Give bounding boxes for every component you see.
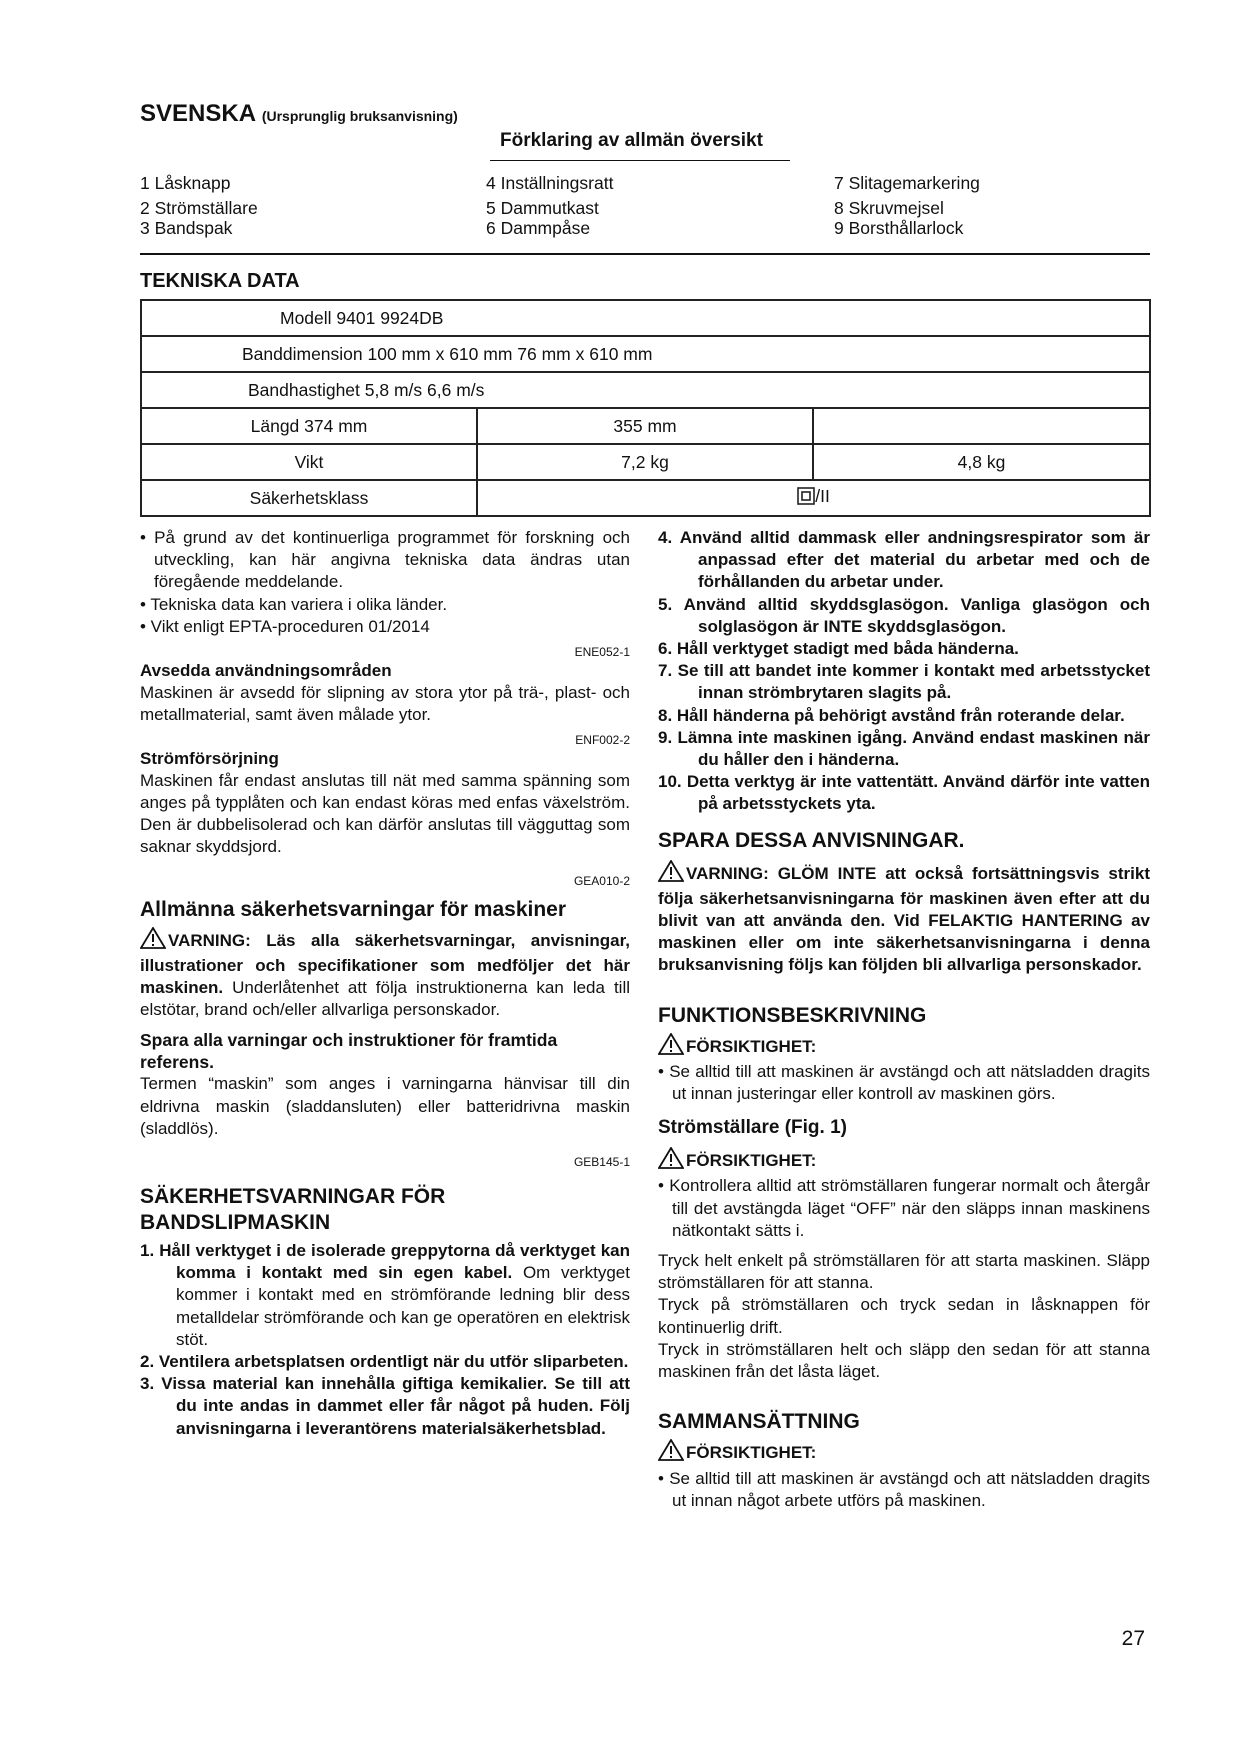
save-heading: SPARA DESSA ANVISNINGAR.	[658, 828, 965, 852]
general-safety-title: Allmänna säkerhetsvarningar för maskiner	[140, 897, 567, 921]
note-item: • Vikt enligt EPTA-proceduren 01/2014	[140, 616, 430, 636]
caution-bullet: • Se alltid till att maskinen är avstängd och att nätsladden dragits ut innan något arbete utförs på maskinen.	[658, 1468, 1150, 1510]
caution-bullet: • Kontrollera alltid att strömställaren fungerar normalt och återgår till det avstängda läget “OFF” när den släpps innan maskinens nätkontakt sätts i.	[658, 1176, 1150, 1240]
switch-paragraph: Tryck helt enkelt på strömställaren för att starta maskinen. Släpp strömställaren för att stanna.	[658, 1251, 1150, 1293]
safety-item: 4. Använd alltid dammask eller andningsrespirator som är anpassad efter det material du arbetar med och de förhållanden du arbetar under.	[658, 528, 1150, 592]
safety-item	[140, 1240, 630, 1351]
caution-text: FÖRSIKTIGHET:	[686, 1443, 817, 1463]
spec-model: Modell 9401 9924DB	[280, 307, 444, 328]
belt-sander-title-2: BANDSLIPMASKIN	[140, 1211, 331, 1235]
save-instructions-title: Spara alla varningar och instruktioner för framtida referens.	[140, 1030, 558, 1073]
spec-cell: Längd 374 mm	[141, 408, 477, 444]
overview-item: 7 Slitagemarkering	[834, 173, 980, 193]
general-warning	[140, 927, 630, 1022]
safety-item-bold: 1. Håll verktyget i de isolerade greppytorna då verktyget kan komma i kontakt med sin egen kabel.	[140, 1241, 630, 1283]
section-code: ENE052-1	[574, 645, 630, 660]
spec-cell	[813, 408, 1150, 444]
overview-underline	[490, 160, 790, 161]
save-warning-text: VARNING: GLÖM INTE att också fortsättningsvis strikt följa säkerhetsanvisningarna för maskinen även efter att du blivit van att använda den. Vid FELAKTIG HANTERING av maskinen eller om inte säkerhetsanvisningarna i denna bruksanvisning följs kan följden bli allvarliga personskador.	[658, 863, 1150, 975]
switch-title: Strömställare (Fig. 1)	[658, 1117, 847, 1139]
safety-item: 3. Vissa material kan innehålla giftiga kemikalier. Se till att du inte andas in dammet eller får något på huden. Följ anvisningarna i leverantörens materialsäkerhetsblad.	[140, 1374, 630, 1438]
spec-cell	[141, 336, 1150, 372]
safety-item: 7. Se till att bandet inte kommer i kontakt med arbetsstycket innan strömbrytaren slagits på.	[658, 661, 1150, 703]
caution-label	[658, 1147, 1150, 1175]
warning-icon	[658, 1147, 684, 1175]
warning-icon	[658, 1033, 684, 1061]
safety-class-value: /II	[815, 486, 830, 506]
spec-table	[140, 299, 1151, 517]
spec-cell: Vikt	[141, 444, 477, 480]
note-item: • På grund av det kontinuerliga programmet för forskning och utveckling, kan här angivna tekniska data ändras utan föregående meddelande.	[140, 528, 630, 592]
language-label: SVENSKA	[140, 100, 256, 127]
caution-label	[658, 1439, 1150, 1467]
overview-title: Förklaring av allmän översikt	[500, 130, 763, 151]
table-row	[141, 444, 1150, 480]
power-supply-title: Strömförsörjning	[140, 748, 279, 768]
function-title: FUNKTIONSBESKRIVNING	[658, 1003, 927, 1027]
warning-icon	[658, 860, 684, 888]
safety-item: 2. Ventilera arbetsplatsen ordentligt när du utför sliparbeten.	[140, 1352, 629, 1372]
safety-item-rest: Om verktyget kommer i kontakt med en strömförande ledning blir dess metalldelar strömförande och kan ge operatören en elektrisk stöt.	[176, 1263, 630, 1349]
safety-item: 8. Håll händerna på behörigt avstånd från roterande delar.	[658, 705, 1125, 725]
spec-cell: 7,2 kg	[477, 444, 813, 480]
belt-sander-title-1: SÄKERHETSVARNINGAR FÖR	[140, 1185, 446, 1209]
save-warning	[658, 860, 1150, 977]
spec-belt-size: Banddimension 100 mm x 610 mm 76 mm x 610 mm	[242, 343, 653, 364]
note-item: • Tekniska data kan variera i olika länder.	[140, 594, 448, 614]
general-warning-rest: Underlåtenhet att följa instruktionerna kan leda till elstötar, brand och/eller allvarliga personskador.	[140, 978, 630, 1020]
language-heading	[140, 100, 458, 128]
spec-cell	[477, 480, 1150, 516]
overview-item: 6 Dammpåse	[486, 218, 591, 238]
tech-data-title: TEKNISKA DATA	[140, 270, 300, 292]
spec-cell	[141, 300, 1150, 336]
overview-item: 4 Inställningsratt	[486, 173, 614, 193]
table-row	[141, 480, 1150, 516]
intended-use-text: Maskinen är avsedd för slipning av stora ytor på trä-, plast- och metallmaterial, samt även målade ytor.	[140, 683, 630, 725]
left-column	[140, 527, 630, 1440]
safety-item: 9. Lämna inte maskinen igång. Använd endast maskinen när du håller den i händerna.	[658, 727, 1150, 770]
table-row	[141, 372, 1150, 408]
spec-cell: 4,8 kg	[813, 444, 1150, 480]
overview-item: 8 Skruvmejsel	[834, 198, 944, 218]
overview-item: 2 Strömställare	[140, 198, 258, 218]
caution-bullet: • Se alltid till att maskinen är avstängd och att nätsladden dragits ut innan justeringar eller kontroll av maskinen görs.	[658, 1061, 1150, 1104]
safety-item: 10. Detta verktyg är inte vattentätt. Använd därför inte vatten på arbetsstyckets yta.	[658, 772, 1150, 814]
spec-belt-speed: Bandhastighet 5,8 m/s 6,6 m/s	[248, 379, 485, 400]
spec-cell: Säkerhetsklass	[141, 480, 477, 516]
spec-cell	[141, 372, 1150, 408]
switch-paragraph: Tryck in strömställaren helt och släpp den sedan för att stanna maskinen från det låsta läget.	[658, 1339, 1150, 1382]
right-column	[658, 527, 1150, 1512]
power-supply-text: Maskinen får endast anslutas till nät med samma spänning som anges på typplåten och kan endast köras med enfas växelström. Den är dubbelisolerad och kan därför anslutas till vägguttag som saknar skyddsjord.	[140, 770, 630, 857]
table-row	[141, 408, 1150, 444]
table-row	[141, 300, 1150, 336]
safety-item: 5. Använd alltid skyddsglasögon. Vanliga glasögon och solglasögon är INTE skyddsglasögon.	[658, 594, 1150, 636]
language-subtitle: (Ursprunglig bruksanvisning)	[261, 108, 458, 124]
warning-icon	[658, 1439, 684, 1467]
caution-text: FÖRSIKTIGHET:	[686, 1151, 817, 1171]
double-insulation-icon	[797, 487, 815, 510]
caution-label	[658, 1033, 1150, 1061]
section-divider	[140, 253, 1150, 255]
overview-item: 5 Dammutkast	[486, 198, 599, 218]
general-warning-bold: VARNING: Läs alla säkerhetsvarningar, anvisningar, illustrationer och specifikationer som medföljer det här maskinen.	[140, 930, 630, 998]
section-code: GEB145-1	[573, 1155, 630, 1170]
caution-text: FÖRSIKTIGHET:	[686, 1036, 817, 1056]
spec-cell: 355 mm	[477, 408, 813, 444]
section-code: GEA010-2	[573, 873, 630, 888]
warning-icon	[140, 927, 166, 955]
overview-item: 3 Bandspak	[140, 218, 233, 238]
table-row	[141, 336, 1150, 372]
overview-item: 9 Borsthållarlock	[834, 218, 964, 238]
page-number: 27	[1121, 1627, 1145, 1650]
section-code: ENF002-2	[575, 732, 630, 747]
intended-use-title: Avsedda användningsområden	[140, 661, 392, 681]
safety-item: 6. Håll verktyget stadigt med båda händerna.	[658, 639, 1019, 659]
switch-paragraph: Tryck på strömställaren och tryck sedan in låsknappen för kontinuerlig drift.	[658, 1295, 1150, 1337]
overview-item: 1 Låsknapp	[140, 173, 231, 193]
save-instructions-text: Termen “maskin” som anges i varningarna hänvisar till din eldrivna maskin (sladdansluten) eller batteridrivna maskin (sladdlös).	[140, 1074, 630, 1138]
assembly-title: SAMMANSÄTTNING	[658, 1410, 860, 1434]
